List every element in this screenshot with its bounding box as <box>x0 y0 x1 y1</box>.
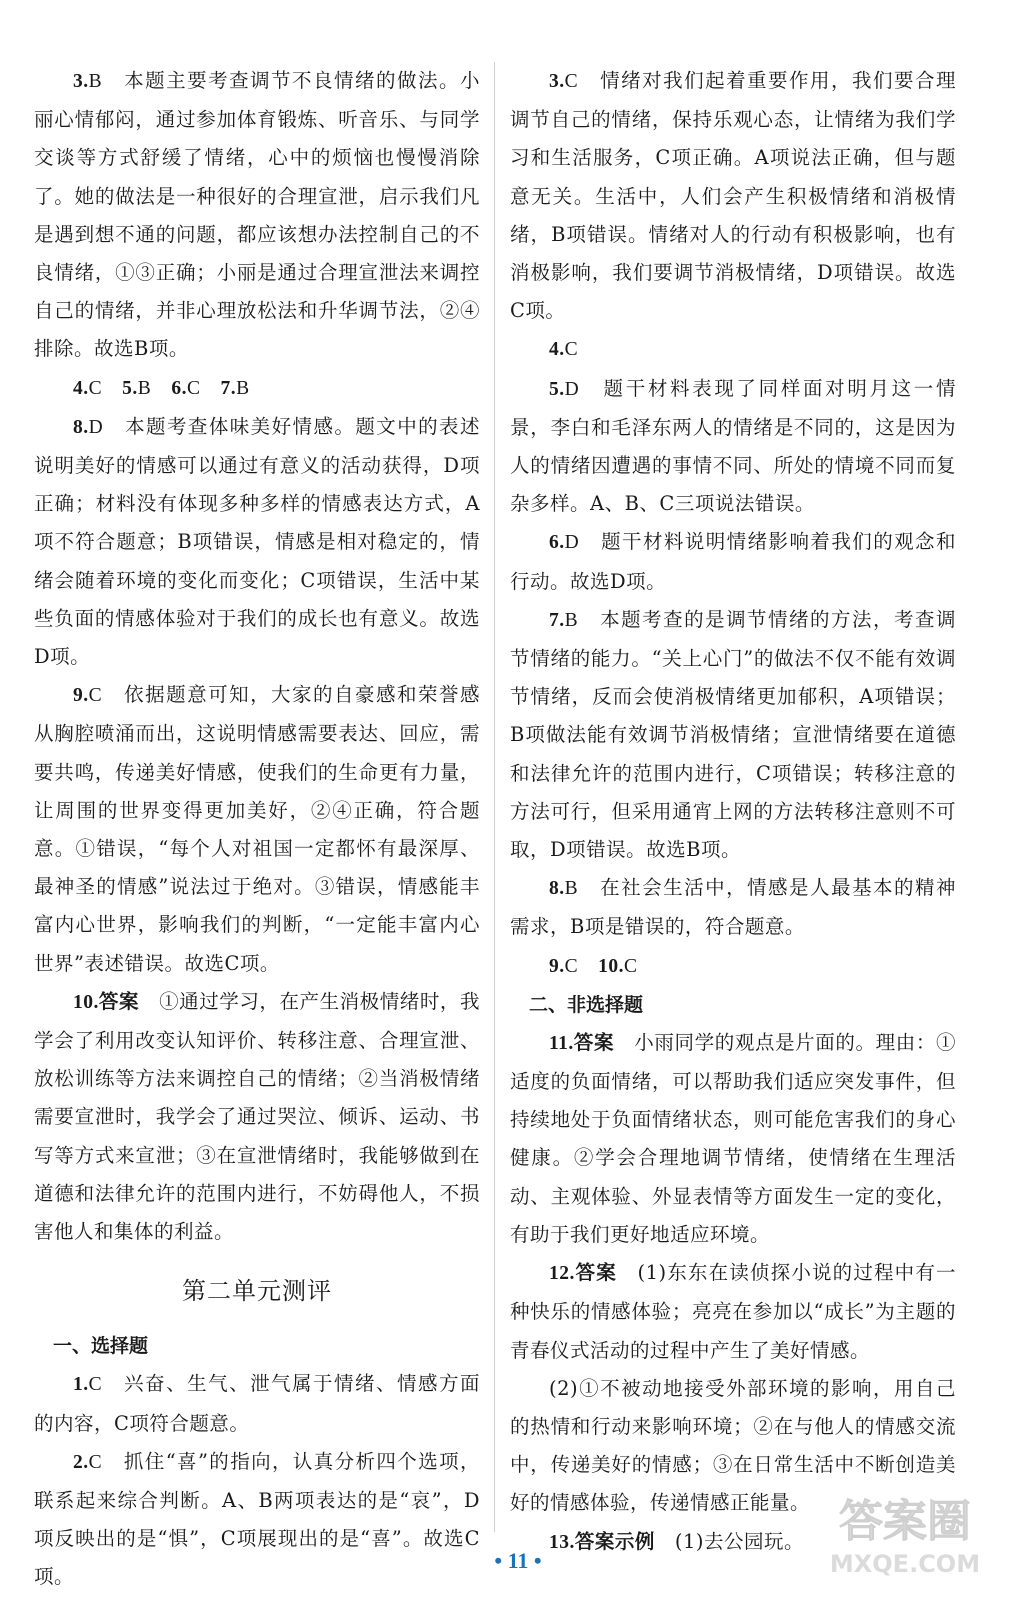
answer-r-q12-part1: 12.答案 (1)东东在读侦探小说的过程中有一种快乐的情感体验；亮亮在参加以“成长”为主题的青春仪式活动的过程中产生了美好情感。 <box>510 1261 956 1362</box>
section-heading-choice: 一、选择题 <box>53 1335 149 1358</box>
page-number: • 11 • <box>494 1548 542 1573</box>
left-column <box>34 62 480 1597</box>
right-column <box>510 62 956 1562</box>
answer-l-q4-7: 4.C 5.B 6.C 7.B <box>73 377 250 399</box>
answer-r-q5: 5.D 题干材料表现了同样面对明月这一情景，李白和毛泽东两人的情绪是不同的，这是因为人的情绪因遭遇的事情不同、所处的情境不同而复杂多样。A、B、C三项说法错误。 <box>510 376 956 516</box>
answer-l-q3: 3.B 本题主要考查调节不良情绪的做法。小丽心情郁闷，通过参加体育锻炼、听音乐、与同学交谈等方式舒缓了情绪，心中的烦恼也慢慢消除了。她的做法是一种很好的合理宣泄，启示我们凡是遇到想不通的问题，都应该想办法控制自己的不良情绪，①③正确；小丽是通过合理宣泄法来调控自己的情绪，并非心理放松法和升华调节法，②④排除。故选B项。 <box>34 69 480 361</box>
answer-r-q4: 4.C <box>549 339 579 361</box>
answer-r-q9-10: 9.C 10.C <box>549 955 638 977</box>
answer-l-q10: 10.答案 ①通过学习，在产生消极情绪时，我学会了利用改变认知评价、转移注意、合理宣泄、放松训练等方法来调控自己的情绪；②当消极情绪需要宣泄时，我学会了通过哭泣、倾诉、运动、书写等方式来宣泄；③在宣泄情绪时，我能够做到在道德和法律允许的范围内进行，不妨碍他人，不损害他人和集体的利益。 <box>34 989 480 1244</box>
answer-r-q6: 6.D 题干材料说明情绪影响着我们的观念和行动。故选D项。 <box>510 530 956 593</box>
answer-r-q12-part2: (2)①不被动地接受外部环境的影响，用自己的热情和行动来影响环境；②在与他人的情感交流中，传递美好的情感；③在日常生活中不断创造美好的情感体验，传递情感正能量。 <box>510 1376 956 1515</box>
watermark-logo <box>800 1484 1010 1584</box>
unit-title: 第二单元测评 <box>182 1277 332 1306</box>
answer-r-q3: 3.C 情绪对我们起着重要作用，我们要合理调节自己的情绪，保持乐观心态，让情绪为我们学习和生活服务，C项正确。A项说法正确，但与题意无关。生活中，人们会产生积极情绪和消极情绪，B项错误。情绪对人的行动有积极影响，也有消极影响，我们要调节消极情绪，D项错误。故选C项。 <box>510 69 956 323</box>
watermark-logo-text: 答案圈 <box>839 1496 971 1547</box>
answer-r-q11: 11.答案 小雨同学的观点是片面的。理由：①适度的负面情绪，可以帮助我们适应突发事件，但持续地处于负面情绪状态，则可能危害我们的身心健康。②学会合理地调节情绪，使情绪在生理活动、主观体验、外显表情等方面发生一定的变化，有助于我们更好地适应环境。 <box>510 1030 956 1246</box>
answer-l-q9: 9.C 依据题意可知，大家的自豪感和荣誉感从胸腔喷涌而出，这说明情感需要表达、回应，需要共鸣，传递美好情感，使我们的生命更有力量，让周围的世界变得更加美好，②④正确，符合题意。①错误，“每个人对祖国一定都怀有最深厚、最神圣的情感”说法过于绝对。③错误，情感能丰富内心世界，影响我们的判断，“一定能丰富内心世界”表述错误。故选C项。 <box>34 683 480 975</box>
answer-u2-q2: 2.C 抓住“喜”的指向，认真分析四个选项，联系起来综合判断。A、B两项表达的是“哀”，D项反映出的是“惧”，C项展现出的是“喜”。故选C项。 <box>34 1449 480 1589</box>
answer-l-q8: 8.D 本题考查体味美好情感。题文中的表述说明美好的情感可以通过有意义的活动获得，D项正确；材料没有体现多种多样的情感表达方式，A项不符合题意；B项错误，情感是相对稳定的，情绪会随着环境的变化而变化；C项错误，生活中某些负面的情感体验对于我们的成长也有意义。故选D项。 <box>34 414 480 669</box>
answer-r-q7: 7.B 本题考查的是调节情绪的方法，考查调节情绪的能力。“关上心门”的做法不仅不能有效调节情绪，反而会使消极情绪更加郁积，A项错误；B项做法能有效调节消极情绪；宣泄情绪要在道德和法律允许的范围内进行，C项错误；转移注意的方法可行，但采用通宵上网的方法转移注意则不可取，D项错误。故选B项。 <box>510 607 956 862</box>
answer-u2-q1: 1.C 兴奋、生气、泄气属于情绪、情感方面的内容，C项符合题意。 <box>34 1372 480 1435</box>
column-divider <box>494 62 495 1532</box>
watermark-url-text: MXQE.COM <box>829 1550 981 1578</box>
answer-r-q8: 8.B 在社会生活中，情感是人最基本的精神需求，B项是错误的，符合题意。 <box>510 876 956 939</box>
answer-r-q13: 13.答案示例 (1)去公园玩。 <box>549 1529 805 1553</box>
section-heading-non-choice: 二、非选择题 <box>529 993 644 1016</box>
